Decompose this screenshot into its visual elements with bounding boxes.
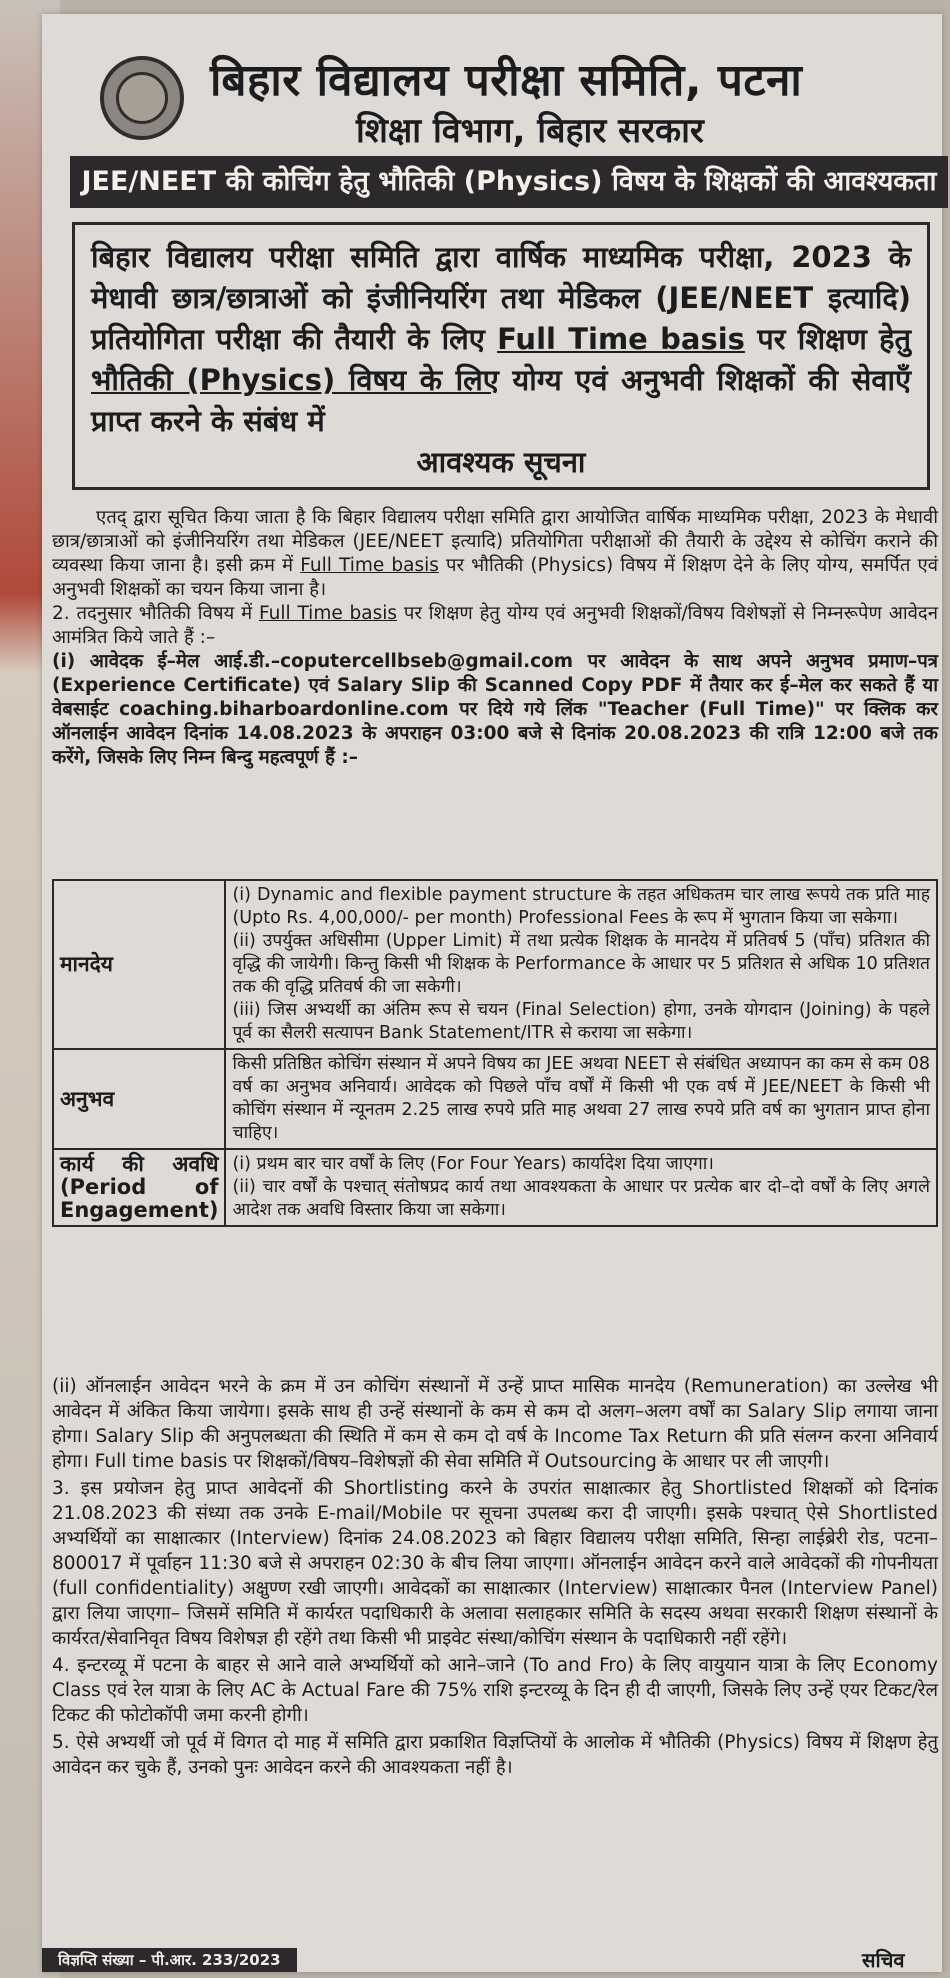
org-name: बिहार विद्यालय परीक्षा समिति, पटना — [210, 55, 803, 106]
paragraph-7: 5. ऐसे अभ्यर्थी जो पूर्व में विगत दो माह में समिति द्वारा प्रकाशित विज्ञप्तियों के आलोक में भौतिकी (Physics) विषय में शिक्षण हेतु आवेदन कर चुके हैं, उनको पुनः आवेदन करने की आवश्यकता नहीं है। — [52, 1732, 938, 1778]
para2-underline: Full Time basis — [258, 603, 398, 624]
table-row — [53, 880, 937, 1049]
notice-summary-box — [72, 222, 930, 490]
body-section — [52, 506, 938, 770]
para2-text-a: 2. तदनुसार भौतिकी विषय में — [52, 603, 259, 624]
terms-table — [52, 879, 938, 1227]
row-line: (ii) उपर्युक्त अधिसीमा (Upper Limit) में तथा प्रत्येक शिक्षक के मानदेय में प्रतिवर्ष 5 (पाँच) प्रतिशत की वृद्धि की जायेगी। किन्तु किसी भी शिक्षक के Performance के आधार पर 5 प्रतिशत से अधिक 10 प्रतिशत तक की वृद्धि प्रतिवर्ष की जा सकेगी। — [232, 931, 930, 997]
row-content — [225, 880, 937, 1049]
notice-reference-number: विज्ञप्ति संख्या – पी.आर. 233/2023 — [42, 1948, 297, 1972]
para1-text-b: पर भौतिकी (Physics) विषय में शिक्षण देने के लिए योग्य, समर्पित एवं अनुभवी शिक्षकों का चयन किया जाना है। — [52, 555, 938, 600]
lower-section — [52, 1374, 938, 1782]
title-banner: JEE/NEET की कोचिंग हेतु भौतिकी (Physics) विषय के शिक्षकों की आवश्यकता — [70, 156, 948, 208]
paragraph-6: 4. इन्टरव्यू में पटना के बाहर से आने वाले अभ्यर्थियों को आने–जाने (To and Fro) के लिए वायुयान यात्रा के लिए Economy Class एवं रेल यात्रा के लिए AC के Actual Fare की 75% राशि इन्टरव्यू के दिन ही दी जाएगी, जिसके लिए उन्हें एयर टिकट/रेल टिकट की फोटोकॉपी जमा करनी होगी। — [52, 1655, 938, 1726]
table-row — [53, 1149, 937, 1226]
paragraph-2 — [52, 602, 938, 650]
seal-emblem — [116, 72, 168, 124]
newspaper-notice — [42, 14, 942, 1972]
summary-part1: बिहार विद्यालय परीक्षा समिति द्वारा वार्षिक माध्यमिक परीक्षा, 2023 के मेधावी छात्र/छात्राओं को इंजीनियरिंग तथा मेडिकल (JEE/NEET इत्यादि) प्रतियोगिता परीक्षा की तैयारी के लिए — [91, 240, 911, 356]
notice-header — [70, 44, 937, 197]
row-label: अनुभव — [53, 1049, 225, 1149]
board-seal-icon — [100, 56, 184, 140]
row-line: (iii) जिस अभ्यर्थी का अंतिम रूप से चयन (Final Selection) होगा, उनके योगदान (Joining) के पहले पूर्व का सैलरी सत्यापन Bank Statement/ITR से कराया जा सकेगा। — [232, 1000, 930, 1043]
table-row — [53, 1049, 937, 1149]
department-name: शिक्षा विभाग, बिहार सरकार — [356, 111, 704, 151]
para2-text-b: पर शिक्षण हेतु योग्य एवं अनुभवी शिक्षकों/विषय विशेषज्ञों से निम्नरूपेण आवेदन आमंत्रित किये जाते हैं :– — [52, 603, 938, 648]
paragraph-4: (ii) ऑनलाईन आवेदन भरने के क्रम में उन कोचिंग संस्थानों में उन्हें प्राप्त मासिक मानदेय (Remuneration) का उल्लेख भी आवेदन में अंकित किया जायेगा। इसके साथ ही उन्हें संस्थानों के कम से कम दो अलग–अलग वर्षों का Salary Slip लगाया जाना होगा। Salary Slip की अनुपलब्धता की स्थिति में कम से कम दो वर्ष के Income Tax Return की प्रति संलग्न करना अनिवार्य होगा। Full time basis पर शिक्षकों/विषय–विशेषज्ञों की सेवा समिति में Outsourcing के आधार पर ली जाएगी। — [52, 1376, 938, 1472]
para1-underline: Full Time basis — [300, 555, 439, 576]
paragraph-1 — [52, 506, 938, 602]
row-label: मानदेय — [53, 880, 225, 1049]
row-line: (i) Dynamic and flexible payment structure के तहत अधिकतम चार लाख रूपये तक प्रति माह (Upto Rs. 4,00,000/- per month) Professional Fees के रूप में भुगतान किया जा सकेगा। — [232, 885, 930, 928]
summary-subject: भौतिकी (Physics) विषय के लिए — [91, 363, 499, 397]
summary-part2: पर शिक्षण हेतु — [744, 322, 912, 356]
summary-part3: योग्य एवं अनुभवी शिक्षकों की सेवाएँ प्राप्त करने के संबंध में — [91, 363, 911, 438]
summary-closing: आवश्यक सूचना — [416, 445, 586, 479]
row-line: (ii) चार वर्षों के पश्चात् संतोषप्रद कार्य तथा आवश्यकता के आधार पर प्रत्येक बार दो–दो वर्षों के लिए अगले आदेश तक अवधि विस्तार किया जा सकेगा। — [232, 1177, 930, 1220]
paragraph-3: (i) आवेदक ई–मेल आई.डी.–coputercellbseb@gmail.com पर आवेदन के साथ अपने अनुभव प्रमाण–पत्र (Experience Certificate) एवं Salary Slip की Scanned Copy PDF में तैयार कर ई–मेल कर सकते हैं या वेबसाईट coaching.biharboardonline.com पर दिये गये लिंक "Teacher (Full Time)" पर क्लिक कर ऑनलाईन आवेदन दिनांक 14.08.2023 के अपराहन 03:00 बजे से दिनांक 20.08.2023 की रात्रि 12:00 बजे तक करेंगे, जिसके लिए निम्न बिन्दु महत्वपूर्ण हैं :– — [52, 651, 938, 768]
para1-text-a: एतद् द्वारा सूचित किया जाता है कि बिहार विद्यालय परीक्षा समिति द्वारा आयोजित वार्षिक माध्यमिक परीक्षा, 2023 के मेधावी छात्र/छात्राओं को इंजीनियरिंग तथा मेडिकल (JEE/NEET इत्यादि) प्रतियोगिता परीक्षाओं की तैयारी के उद्देश्य से कोचिंग कराने की व्यवस्था किया जाना है। इसी क्रम में — [52, 507, 938, 576]
row-content — [225, 1149, 937, 1226]
row-line: (i) प्रथम बार चार वर्षों के लिए (For Four Years) कार्यादेश दिया जाएगा। — [232, 1154, 714, 1174]
signature-secretary: सचिव — [862, 1948, 905, 1972]
summary-full-time: Full Time basis — [497, 322, 745, 356]
row-label: कार्य की अवधि (Period of Engagement) — [53, 1149, 225, 1226]
row-content — [225, 1049, 937, 1149]
row-line: किसी प्रतिष्ठित कोचिंग संस्थान में अपने विषय का JEE अथवा NEET से संबंधित अध्यापन का कम से कम 08 वर्ष का अनुभव अनिवार्य। आवेदक को पिछले पाँच वर्षों में किसी भी एक वर्ष में JEE/NEET के किसी भी कोचिंग संस्थान में न्यूनतम 2.25 लाख रुपये प्रति माह अथवा 27 लाख रुपये प्रति वर्ष का भुगतान प्राप्त होना चाहिए। — [232, 1054, 930, 1143]
paragraph-5: 3. इस प्रयोजन हेतु प्राप्त आवेदनों की Shortlisting करने के उपरांत साक्षात्कार हेतु Shortlisted शिक्षकों को दिनांक 21.08.2023 की संध्या तक उनके E-mail/Mobile पर सूचना उपलब्ध करा दी जाएगी। इसके पश्चात् ऐसे Shortlisted अभ्यर्थियों का साक्षात्कार (Interview) दिनांक 24.08.2023 को बिहार विद्यालय परीक्षा समिति, सिन्हा लाईब्रेरी रोड, पटना–800017 में पूर्वाहन 11:30 बजे से अपराहन 02:30 के बीच लिया जाएगा। ऑनलाईन आवेदन करने वाले आवेदकों की गोपनीयता (full confidentiality) अक्षुण्ण रखी जाएगी। आवेदकों का साक्षात्कार (Interview) साक्षात्कार पैनल (Interview Panel) द्वारा लिया जाएगा– जिसमें समिति में कार्यरत पदाधिकारी के अलावा सलाहकार समिति के सदस्य अथवा सरकारी शिक्षण संस्थानों के कार्यरत/सेवानिवृत विषय विशेषज्ञ ही रहेंगे तथा किसी भी प्राइवेट संस्था/कोचिंग संस्थान के पदाधिकारी नहीं रहेंगे। — [52, 1478, 938, 1649]
